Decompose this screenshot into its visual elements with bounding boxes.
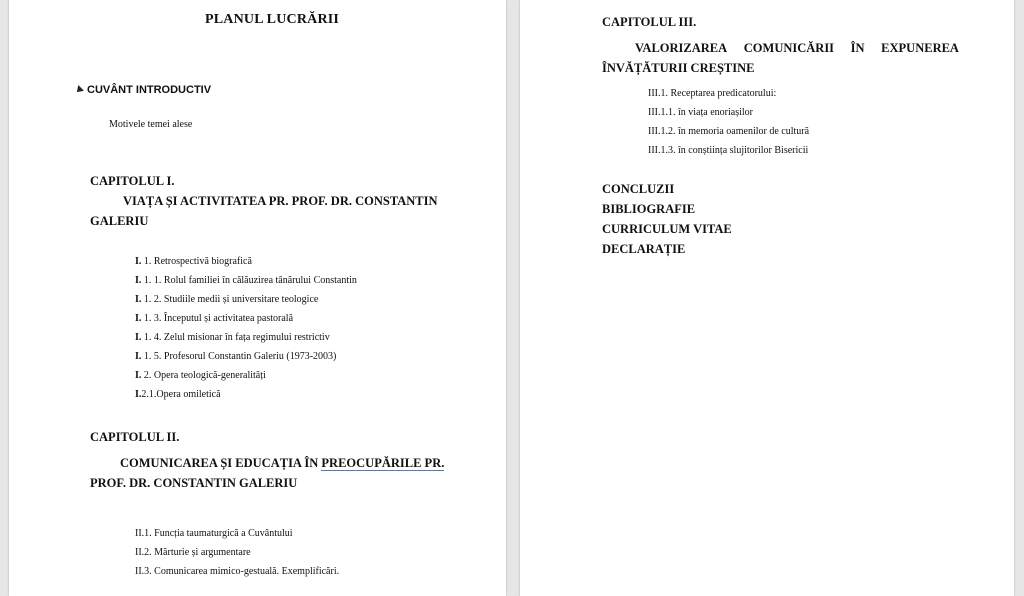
list-item (135, 275, 357, 286)
item-number: I. (135, 256, 142, 267)
item-text: 1. 3. Începutul și activitatea pastorală (141, 313, 294, 324)
list-item (135, 256, 252, 267)
item-number: I. (135, 332, 142, 343)
list-item (135, 313, 293, 324)
chapter-2-title-part-a: COMUNICAREA ȘI EDUCAȚIA ÎN (120, 456, 322, 470)
conclusions-heading: CONCLUZII (602, 182, 675, 196)
title-word: EXPUNEREA (881, 41, 959, 55)
item-text: 1. 1. Rolul familiei în călăuzirea tânărului Constantin (141, 275, 357, 286)
item-text: 1. Retrospectivă biografică (141, 256, 252, 267)
item-number: I. (135, 370, 142, 381)
item-number: I. (135, 313, 142, 324)
bibliography-heading: BIBLIOGRAFIE (602, 202, 696, 216)
chapter-3-title-line2: ÎNVĂȚĂTURII CREȘTINE (602, 61, 755, 75)
title-word: ÎN (850, 41, 865, 55)
list-item: III.1. Receptarea predicatorului: (648, 88, 777, 99)
list-item: II.3. Comunicarea mimico-gestuală. Exemplificări. (135, 566, 340, 577)
list-item (135, 294, 318, 305)
chapter-3-title-line1 (635, 41, 959, 56)
list-item: III.1.1. în viața enoriașilor (648, 107, 753, 118)
title-word: COMUNICĂRII (743, 41, 835, 55)
intro-heading[interactable] (75, 84, 211, 96)
item-text: 2. Opera teologică-generalități (141, 370, 266, 381)
item-text: 1. 4. Zelul misionar în fața regimului restrictiv (141, 332, 330, 343)
list-item: III.1.3. în conștiința slujitorilor Bisericii (648, 145, 809, 156)
item-number: I. (135, 275, 142, 286)
document-page-left (9, 0, 506, 596)
chapter-2-title-line2: PROF. DR. CONSTANTIN GALERIU (90, 476, 298, 490)
chapter-2-label: CAPITOLUL II. (90, 430, 180, 444)
chapter-1-label: CAPITOLUL I. (90, 174, 175, 188)
title-word: VALORIZAREA (635, 41, 728, 55)
document-page-right (520, 0, 1014, 596)
list-item (135, 351, 336, 362)
chapter-3-label: CAPITOLUL III. (602, 15, 697, 29)
item-number: I. (135, 294, 142, 305)
list-item: II.2. Mărturie și argumentare (135, 547, 251, 558)
list-item: III.1.2. în memoria oamenilor de cultură (648, 126, 810, 137)
item-number: I. (135, 389, 142, 400)
intro-heading-label: CUVÂNT INTRODUCTIV (87, 84, 212, 96)
collapse-triangle-icon[interactable] (74, 85, 84, 95)
chapter-1-title-line2: GALERIU (90, 214, 149, 228)
intro-item: Motivele temei alese (109, 119, 193, 130)
chapter-2-title-line1 (120, 456, 444, 471)
curriculum-vitae-heading: CURRICULUM VITAE (602, 222, 732, 236)
list-item (135, 370, 266, 381)
item-text: 1. 5. Profesorul Constantin Galeriu (1973-2003) (141, 351, 337, 362)
declaration-heading: DECLARAȚIE (602, 242, 686, 256)
item-number: I. (135, 351, 142, 362)
list-item (135, 332, 330, 343)
list-item (135, 389, 221, 400)
item-text: 1. 2. Studiile medii și universitare teologice (141, 294, 319, 305)
chapter-1-title-line1: VIAȚA ȘI ACTIVITATEA PR. PROF. DR. CONSTANTIN (123, 194, 438, 208)
spellcheck-underlined-text[interactable]: PREOCUPĂRILE PR. (321, 456, 445, 470)
page-title: PLANUL LUCRĂRII (205, 12, 340, 27)
item-text: 2.1.Opera omiletică (141, 389, 221, 400)
list-item: II.1. Funcția taumaturgică a Cuvântului (135, 528, 293, 539)
